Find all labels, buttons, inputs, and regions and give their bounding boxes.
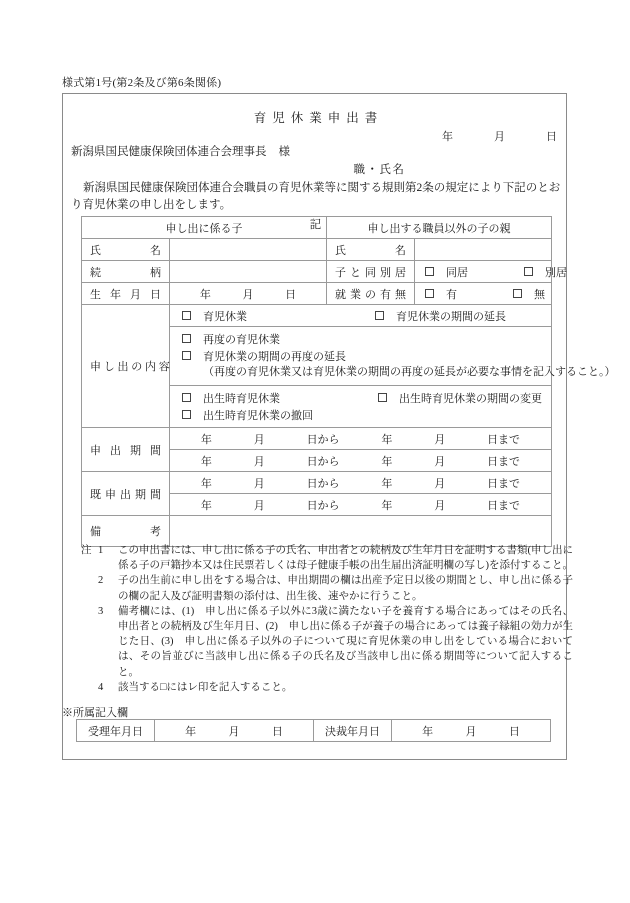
input-application-period-1[interactable] [170,428,552,450]
repeat-leave-label: 再度の育児休業 [203,333,280,346]
table-row [77,720,551,742]
prior2-to-year: 年 [381,499,393,512]
note-text: 該当する□にはレ印を記入すること。 [118,681,293,693]
prior2-from-day: 日から [306,499,340,512]
input-prior-period-2[interactable] [170,494,552,516]
birth-leave-withdraw-label: 出生時育児休業の撤回 [203,409,313,422]
label-approved-date: 決裁年月日 [314,720,392,742]
input-child-relation[interactable] [170,261,327,283]
checkbox-option-birth-leave[interactable] [182,390,280,406]
table-row-prior-period-1 [82,472,552,494]
table-row-name [82,239,552,261]
addressee [71,143,290,159]
content-group-2-note: （再度の育児休業又は育児休業の期間の再度の延長が必要な事情を記入すること。） [203,366,616,378]
birth-month: 月 [242,288,254,301]
period1-from-day: 日から [306,433,340,446]
checkbox-option-repeat-extension[interactable] [182,348,346,364]
label-prior-period: 既 申 出 期 間 [82,472,170,516]
note-item [81,573,573,603]
lead-paragraph: 新潟県国民健康保険団体連合会職員の育児休業等に関する規則第2条の規定により下記のとおり育児休業の申し出をします。 [71,182,561,211]
checkbox-option-childcare-leave[interactable] [182,308,247,324]
form-number: 様式第1号(第2条及び第6条関係) [62,77,222,89]
label-parent-name: 氏 名 [327,239,415,261]
checkbox-option-employed[interactable] [425,286,457,302]
label-child-name: 氏 名 [82,239,170,261]
prior1-to-month: 月 [434,477,446,490]
input-remarks[interactable] [170,516,552,547]
birth-year: 年 [199,288,211,301]
prior1-to-year: 年 [381,477,393,490]
received-day: 日 [271,725,283,738]
checkbox-icon[interactable] [182,410,191,419]
input-prior-period-1[interactable] [170,472,552,494]
checkbox-icon[interactable] [182,393,191,402]
period1-to-year: 年 [381,433,393,446]
approved-day: 日 [508,725,520,738]
label-cohabitation: 子 と 同 別 居 [327,261,415,283]
received-month: 月 [228,725,240,738]
prior2-to-month: 月 [434,499,446,512]
note-number: 1 [98,545,104,556]
extension-label: 育児休業の期間の延長 [396,310,506,323]
affiliation-table [76,719,551,742]
content-group-3 [170,386,552,428]
received-year: 年 [185,725,197,738]
checkbox-option-cohabit[interactable] [425,264,468,280]
prior2-from-year: 年 [200,499,212,512]
prior1-to-day: 日まで [487,477,521,490]
period1-from-year: 年 [200,433,212,446]
header-child: 申し出に係る子 [82,217,327,239]
checkbox-icon[interactable] [182,351,191,360]
note-number: 3 [98,605,104,617]
input-application-period-2[interactable] [170,450,552,472]
childcare-leave-label: 育児休業 [203,310,247,323]
header-other-parent: 申し出する職員以外の子の親 [327,217,552,239]
label-child-birthdate: 生 年 月 日 [82,283,170,305]
input-approved-date[interactable] [392,720,551,742]
table-row-relation [82,261,552,283]
form-outer-border [62,93,616,760]
cohabit-label: 同居 [446,266,468,279]
note-item [81,680,573,695]
checkbox-icon[interactable] [425,267,434,276]
note-text: 備考欄には、(1) 申し出に係る子以外に3歳に満たない子を養育する場合にあってはその氏名、申出者との続柄及び生年月日、(2) 申し出に係る子が養子の場合にあっては養子縁組の効力が生じた日、(3) 申し出に係る子以外の子について現に育児休業の申し出をしている場合においては、その旨並びに当該申し出に係る子の氏名及び当該申し出に係る期間等について記入すること。 [118,605,574,678]
addressee-honorific: 様 [278,146,290,158]
submission-date-month: 月 [494,131,505,143]
checkbox-icon[interactable] [378,393,387,402]
submission-date-year: 年 [442,131,453,143]
ki-marker: 記 [309,219,322,231]
period2-to-day: 日まで [487,455,521,468]
table-row-headers [82,217,552,239]
note-item [81,543,573,573]
repeat-extension-label: 育児休業の期間の再度の延長 [203,350,346,363]
note-number: 4 [98,681,104,693]
note-text: この申出書には、申し出に係る子の氏名、申出者との続柄及び生年月日を証明する書類(申し出に係る子の戸籍抄本又は住民票若しくは母子健康手帳の出生届出済証明欄の写し)を添付すること。 [118,545,573,572]
period2-from-day: 日から [306,455,340,468]
notes-marker: 注 [81,545,92,556]
table-row-content-1 [82,305,552,327]
checkbox-icon[interactable] [513,289,522,298]
addressee-name: 新潟県国民健康保険団体連合会理事長 [71,146,267,158]
input-parent-name[interactable] [415,239,552,261]
label-received-date: 受理年月日 [77,720,155,742]
input-received-date[interactable] [155,720,314,742]
submission-date-day: 日 [546,131,557,143]
applicant-post-and-name-field[interactable]: 職・氏名 [353,164,406,176]
birth-day: 日 [285,288,297,301]
checkbox-icon[interactable] [182,334,191,343]
application-table [81,216,616,547]
approved-month: 月 [465,725,477,738]
label-child-relation: 続 柄 [82,261,170,283]
notes-section [81,543,573,695]
table-row-birthdate [82,283,552,305]
employed-label: 有 [446,288,457,301]
checkbox-icon[interactable] [425,289,434,298]
label-application-period: 申 出 期 間 [82,428,170,472]
checkbox-option-separate[interactable] [524,264,567,280]
birth-leave-change-label: 出生時育児休業の期間の変更 [399,392,542,405]
submission-date-field[interactable] [442,128,556,144]
input-child-name[interactable] [170,239,327,261]
note-text: 子の出生前に申し出をする場合は、申出期間の欄は出産予定日以後の期間とし、申し出に係る子の欄の記入及び証明書類の添付は、出生後、速やかに行うこと。 [118,575,573,602]
checkbox-option-extension[interactable] [375,308,506,324]
checkbox-option-not-employed[interactable] [513,286,545,302]
checkbox-option-birth-leave-withdraw[interactable] [182,407,313,423]
checkbox-option-repeat-leave[interactable] [182,331,280,347]
prior1-from-year: 年 [200,477,212,490]
prior2-from-month: 月 [253,499,265,512]
table-row-period-1 [82,428,552,450]
not-employed-label: 無 [534,288,545,301]
checkbox-icon[interactable] [375,311,384,320]
cohabitation-options [415,261,567,283]
content-group-2 [170,327,616,386]
note-number: 2 [98,575,104,587]
period2-to-month: 月 [434,455,446,468]
period2-to-year: 年 [381,455,393,468]
document-title: 育児休業申出書 [253,111,384,125]
content-group-1 [170,305,552,327]
prior1-from-month: 月 [253,477,265,490]
prior1-from-day: 日から [306,477,340,490]
period1-from-month: 月 [253,433,265,446]
label-application-content: 申 し 出 の 内 容 [82,305,170,428]
checkbox-option-birth-leave-change[interactable] [378,390,542,406]
period2-from-year: 年 [200,455,212,468]
label-remarks: 備 考 [82,516,170,547]
approved-year: 年 [422,725,434,738]
table-row-remarks [82,516,552,547]
checkbox-icon[interactable] [524,267,533,276]
note-item [81,604,573,680]
affiliation-section-label: ※所属記入欄 [62,707,128,719]
period1-to-month: 月 [434,433,446,446]
label-employment: 就 業 の 有 無 [327,283,415,305]
employment-options [415,283,552,305]
birth-leave-label: 出生時育児休業 [203,392,280,405]
checkbox-icon[interactable] [182,311,191,320]
input-child-birthdate[interactable] [170,283,327,305]
prior2-to-day: 日まで [487,499,521,512]
period1-to-day: 日まで [487,433,521,446]
period2-from-month: 月 [253,455,265,468]
separate-label: 別居 [545,266,567,279]
